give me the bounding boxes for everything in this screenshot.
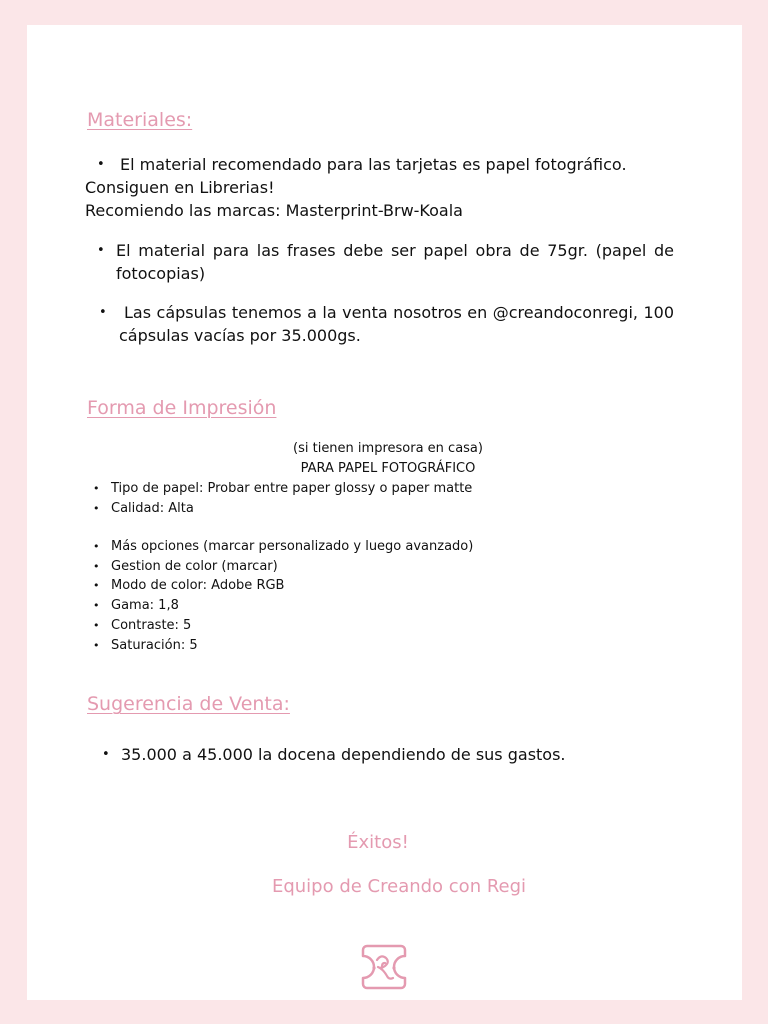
logo-icon [357, 940, 411, 994]
materiales-item-1-line-1: El material recomendado para las tarjetas es papel fotográfico. [120, 155, 627, 174]
list-item: • Gama: 1,8 [87, 596, 473, 616]
materiales-item-2: El material para las frases debe ser papel obra de 75gr. (papel de fotocopias) [116, 241, 674, 283]
impresion-subtitle: PARA PAPEL FOTOGRÁFICO [300, 461, 476, 476]
impresion-note: (si tienen impresora en casa) [293, 441, 483, 456]
list-item: • Calidad: Alta [87, 499, 472, 519]
impresion-list-2 [87, 537, 473, 655]
exitos-text: Éxitos! [347, 832, 409, 853]
list-item: • Saturación: 5 [87, 636, 473, 656]
impresion-list-1 [87, 479, 472, 518]
materiales-item-3: Las cápsulas tenemos a la venta nosotros en @creandoconregi, 100 cápsulas vacías por 35.000gs. [119, 303, 674, 345]
list-item: • Modo de color: Adobe RGB [87, 576, 473, 596]
impresion-heading: Forma de Impresión [87, 397, 277, 419]
venta-item: 35.000 a 45.000 la docena dependiendo de sus gastos. [121, 745, 566, 764]
materiales-heading: Materiales: [87, 109, 193, 131]
list-item: • Gestion de color (marcar) [87, 557, 473, 577]
document-page [27, 25, 742, 1000]
team-signature: Equipo de Creando con Regi [271, 876, 527, 897]
list-item: • Tipo de papel: Probar entre paper glossy o paper matte [87, 479, 472, 499]
list-item: • Más opciones (marcar personalizado y luego avanzado) [87, 537, 473, 557]
list-item: • Contraste: 5 [87, 616, 473, 636]
materiales-item-1-line-2: Consiguen en Librerias! [85, 178, 275, 197]
materiales-item-1-line-3: Recomiendo las marcas: Masterprint-Brw-Koala [85, 201, 463, 220]
venta-heading: Sugerencia de Venta: [87, 693, 290, 715]
